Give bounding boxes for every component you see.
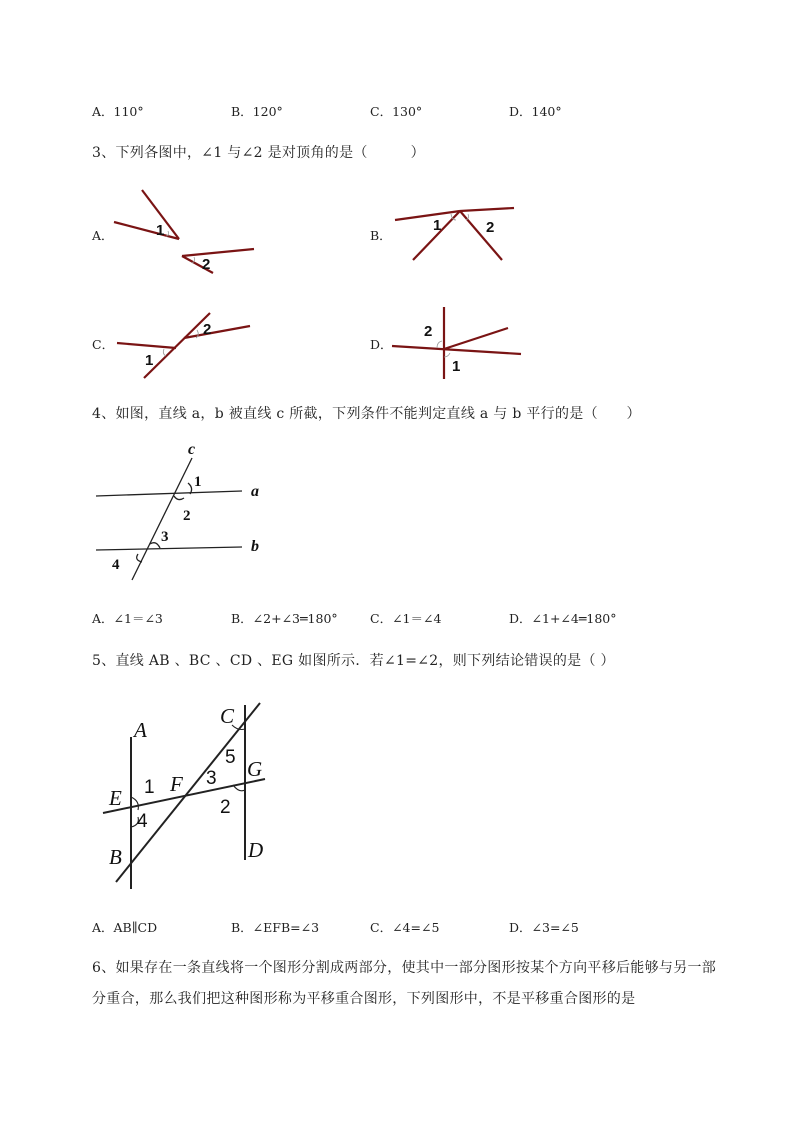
q3-figure-b	[390, 200, 525, 265]
q5-figure	[100, 697, 280, 892]
q2-option-c: C．130°	[370, 104, 423, 119]
q3-figure-a	[108, 185, 263, 280]
q5-option-b: B．∠EFB=∠3	[231, 920, 320, 935]
q3-option-c-letter: C．	[92, 337, 115, 352]
q3c-angle-1-label: 1	[145, 352, 154, 369]
q5-option-a: A．AB∥CD	[92, 920, 158, 935]
q5-point-g-label: G	[247, 757, 263, 781]
q3a-angle-1-label: 1	[156, 222, 165, 239]
q4-angle-2-label: 2	[183, 508, 191, 524]
q3a-angle-2-label: 2	[202, 256, 211, 273]
q3d-angle-1-label: 1	[452, 358, 461, 375]
q2-option-b: B．120°	[231, 104, 283, 119]
q3-option-a-letter: A．	[92, 228, 114, 243]
q5-angle-1-label: 1	[144, 777, 155, 798]
q4-option-d: D．∠1+∠4═180°	[509, 611, 617, 626]
q3d-angle-2-label: 2	[424, 323, 433, 340]
q2-option-d: D．140°	[509, 104, 562, 119]
q4-angle-1-label: 1	[194, 474, 202, 490]
q5-point-f-label: F	[170, 772, 183, 796]
q5-angle-3-label: 3	[206, 768, 217, 789]
q3-figure-c	[112, 308, 252, 380]
q2-option-a: A．110°	[92, 104, 144, 119]
q4-line-c-label: c	[188, 441, 196, 458]
q4-angle-3-label: 3	[161, 529, 169, 545]
q3-question: 3、下列各图中，∠1 与∠2 是对顶角的是（ ）	[92, 145, 425, 161]
q3-option-d-letter: D．	[370, 337, 393, 352]
q5-point-e-label: E	[109, 786, 122, 810]
q4-option-c: C．∠1＝∠4	[370, 611, 442, 626]
q4-question: 4、如图，直线 a，b 被直线 c 所截，下列条件不能判定直线 a 与 b 平行的是（ ）	[92, 406, 641, 422]
q5-point-a-label: A	[134, 718, 147, 742]
q3-figure-d	[390, 305, 525, 383]
q5-point-c-label: C	[220, 704, 235, 728]
q3-option-b-letter: B．	[370, 228, 392, 243]
q5-point-d-label: D	[248, 838, 264, 862]
q5-option-c: C．∠4=∠5	[370, 920, 440, 935]
q4-option-b: B．∠2+∠3═180°	[231, 611, 338, 626]
q4-angle-4-label: 4	[112, 557, 120, 573]
q4-option-a: A．∠1＝∠3	[92, 611, 163, 626]
q4-line-a-label: a	[251, 483, 259, 500]
q6-question-line-1: 6、如果存在一条直线将一个图形分割成两部分，使其中一部分图形按某个方向平移后能够与另一部	[92, 960, 717, 976]
q5-angle-2-label: 2	[220, 797, 231, 818]
q3b-angle-2-label: 2	[486, 219, 495, 236]
q5-option-d: D．∠3=∠5	[509, 920, 579, 935]
q5-angle-4-label: 4	[137, 811, 148, 832]
q5-point-b-label: B	[109, 845, 122, 869]
q3b-angle-1-label: 1	[433, 217, 442, 234]
q4-figure	[92, 438, 272, 586]
q6-question-line-2: 分重合，那么我们把这种图形称为平移重合图形，下列图形中，不是平移重合图形的是	[92, 991, 636, 1007]
q4-line-b-label: b	[251, 538, 259, 555]
q5-question: 5、直线 AB 、BC 、CD 、EG 如图所示．若∠1=∠2，则下列结论错误的是（ ）	[92, 653, 615, 669]
q5-angle-5-label: 5	[225, 747, 236, 768]
q3c-angle-2-label: 2	[203, 321, 212, 338]
